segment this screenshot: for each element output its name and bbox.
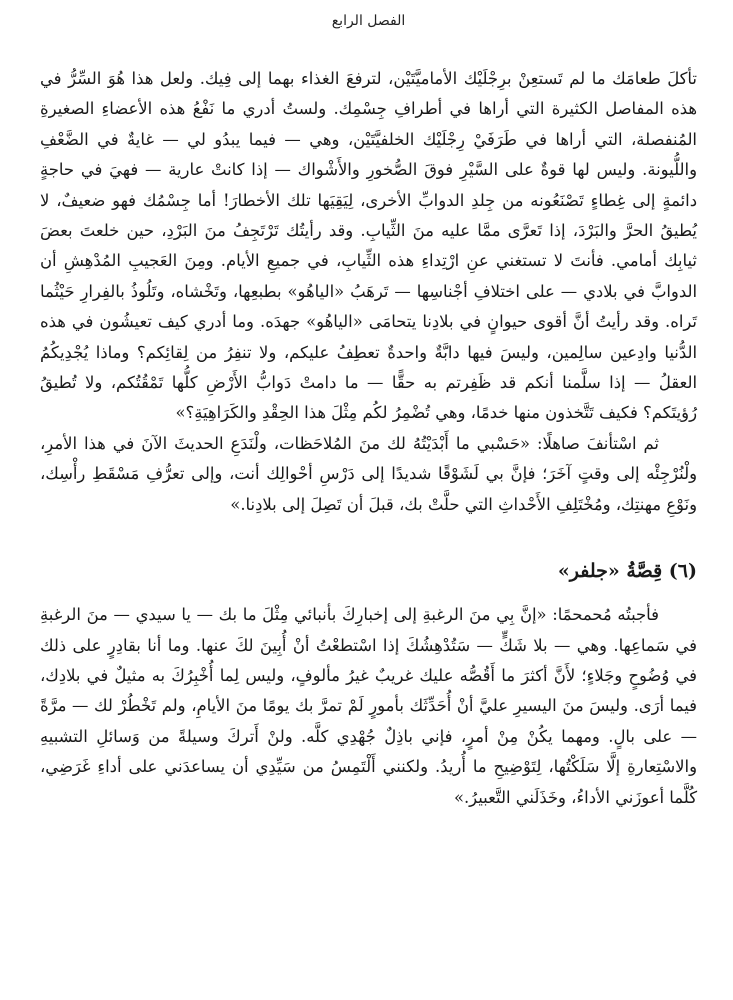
running-head: الفصل الرابع [331,13,406,29]
section-heading: (٦) قِصَّةُ «جلفر» [557,560,697,583]
paragraph-1: تأكلَ طعامَك ما لم تَستعِنْ برِجْلَيْك الأماميَّتَيْن، لترفعَ الغذاء بهما إلى فِيك. ولعل هذا هُوَ السِّرُّ في هذه المفاصل الكثيرة التي أراها في أطرافِ جِسْمِك. ولستُ أدري ما نَفْعُ هذه الأعضاءِ الصغيرةِ المُنفصلة، التي أراها في طَرَفَيْ رِجْلَيْك الخلفيَّتَيْن، وهي — فيما يبدُو لي — غايةٌ في الضَّعْفِ واللُّيونة. وليس لها قوةٌ على السَّيْرِ فوقَ الصُّخورِ والأَشْواك — إذا كانتْ عارية — فهيَ في حاجةٍ دائمةٍ إلى غِطاءٍ تَصْنَعُونه من جِلدِ الدوابِّ الأخرى، لِيَقِيَها تلك الأخطارَ! أما جِسْمُك فهو ضعيفٌ، لا يُطيقُ الحرَّ والبَرْدَ، إذا تَعرَّى ممَّا عليه منَ الثِّيابِ. وقد رأيتُك تَرْتَجِفُ منَ البَرْدِ، حين خلعتَ بعضَ ثيابِك أمامي. فأنتَ لا تستغني عنِ ارْتِداءِ هذه الثِّيابِ، في جميعِ الأيام. ومِنَ العَجيبِ المُدْهِشِ أن الدوابَّ في بلادي — على اختلافِ أجْناسِها — تَرهَبُ «الياهُو» بطبعِها، وتَخْشاه، وتَلُوذُ بالفِرارِ حَيْثُما تَراه. وقد رأيتُ أنَّ أقوى حيوانٍ في بلادِنا يتحامَى «الياهُو» جهدَه. وما أدري كيف تعيشُون في هذه الدُّنيا وادِعين سالِمين، وليسَ فيها دابَّةٌ واحدةٌ تعطِفُ عليكم، ولا تنفِرُ من لِقائِكم؟ وماذا يُجْدِيكُمُ العقلُ — إذا سلَّمنا أنكم قد ظَفِرتم به حقًّا — ما دامتْ دَوابُّ الأَرْضِ كلُّها تَمْقُتُكم، ولا تُطيقُ رُؤيتَكم؟ فكيف تَتَّخذون منها خدمًا، وهي تُضْمِرُ لكُم مِثْلَ هذا الحِقْدِ والكَرَاهِيَةِ؟» [40,69,697,423]
paragraph-3: فأجبتُه مُحمحمًا: «إنَّ بِي منَ الرغبةِ إلى إخبارِكَ بأنبائي مِثْلَ ما بك — يا سيدي — منَ الرغبةِ في سَماعِها. وهي — بلا شَكٍّ — سَتُدْهِشُكَ إذا اسْتطعْتُ أنْ أُبِينَ لكَ عنها. وما أنا بقادِرٍ على ذلك في وُضُوحٍ وجَلاءٍ؛ لأَنَّ أكثرَ ما أَقُصُّه عليك غريبٌ غيرُ مألوفٍ، وليس لِما أُخْبِرُكَ به مثيلٌ في بلادِك، فيما أرَى. وليسَ منَ اليسيرِ عليَّ أنْ أُحَدِّثَك بأمورٍ لَمْ تمرَّ بك يومًا منَ الأيامِ، ولم تَخْطُرْ لك — مرَّةً — على بالٍ. ومهما يكُنْ مِنْ أمرٍ، فإني باذِلٌ جُهْدِي كلَّه. ولنْ أَتركَ وسيلةً من وَسائلِ التشبيهِ والاسْتِعارةِ إلَّا سَلَكْتُها، لِتَوْضِيحِ ما أُريدُ. ولكنني أَلْتَمِسُ من سَيِّدِي أن يساعدَني على أداءِ غَرَضِي، كُلَّما أعوزَني الأداءُ، وخَذَلَني التَّعبيرُ.» [40,605,697,807]
paragraph-2: ثم اسْتأنفَ صاهلًا: «حَسْبي ما أَبْدَيْتُهُ لك منَ المُلاحَظات، ولْنَدَعِ الحديثَ الآنَ في هذا الأمرِ، ولْنُرْجِئْه إلى وقتٍ آخَرَ؛ فإنَّ بي لَشَوْقًا شديدًا إلى دَرْسِ أحْوالِك أنت، وإلى تعرُّفِ مَسْقَطِ رأْسِك، ونَوْعِ مهنتِك، ومُخْتَلِفِ الأَحْداثِ التي حلَّتْ بك، قبلَ أن تَصِلَ إلى بلادِنا.» [40,433,697,514]
